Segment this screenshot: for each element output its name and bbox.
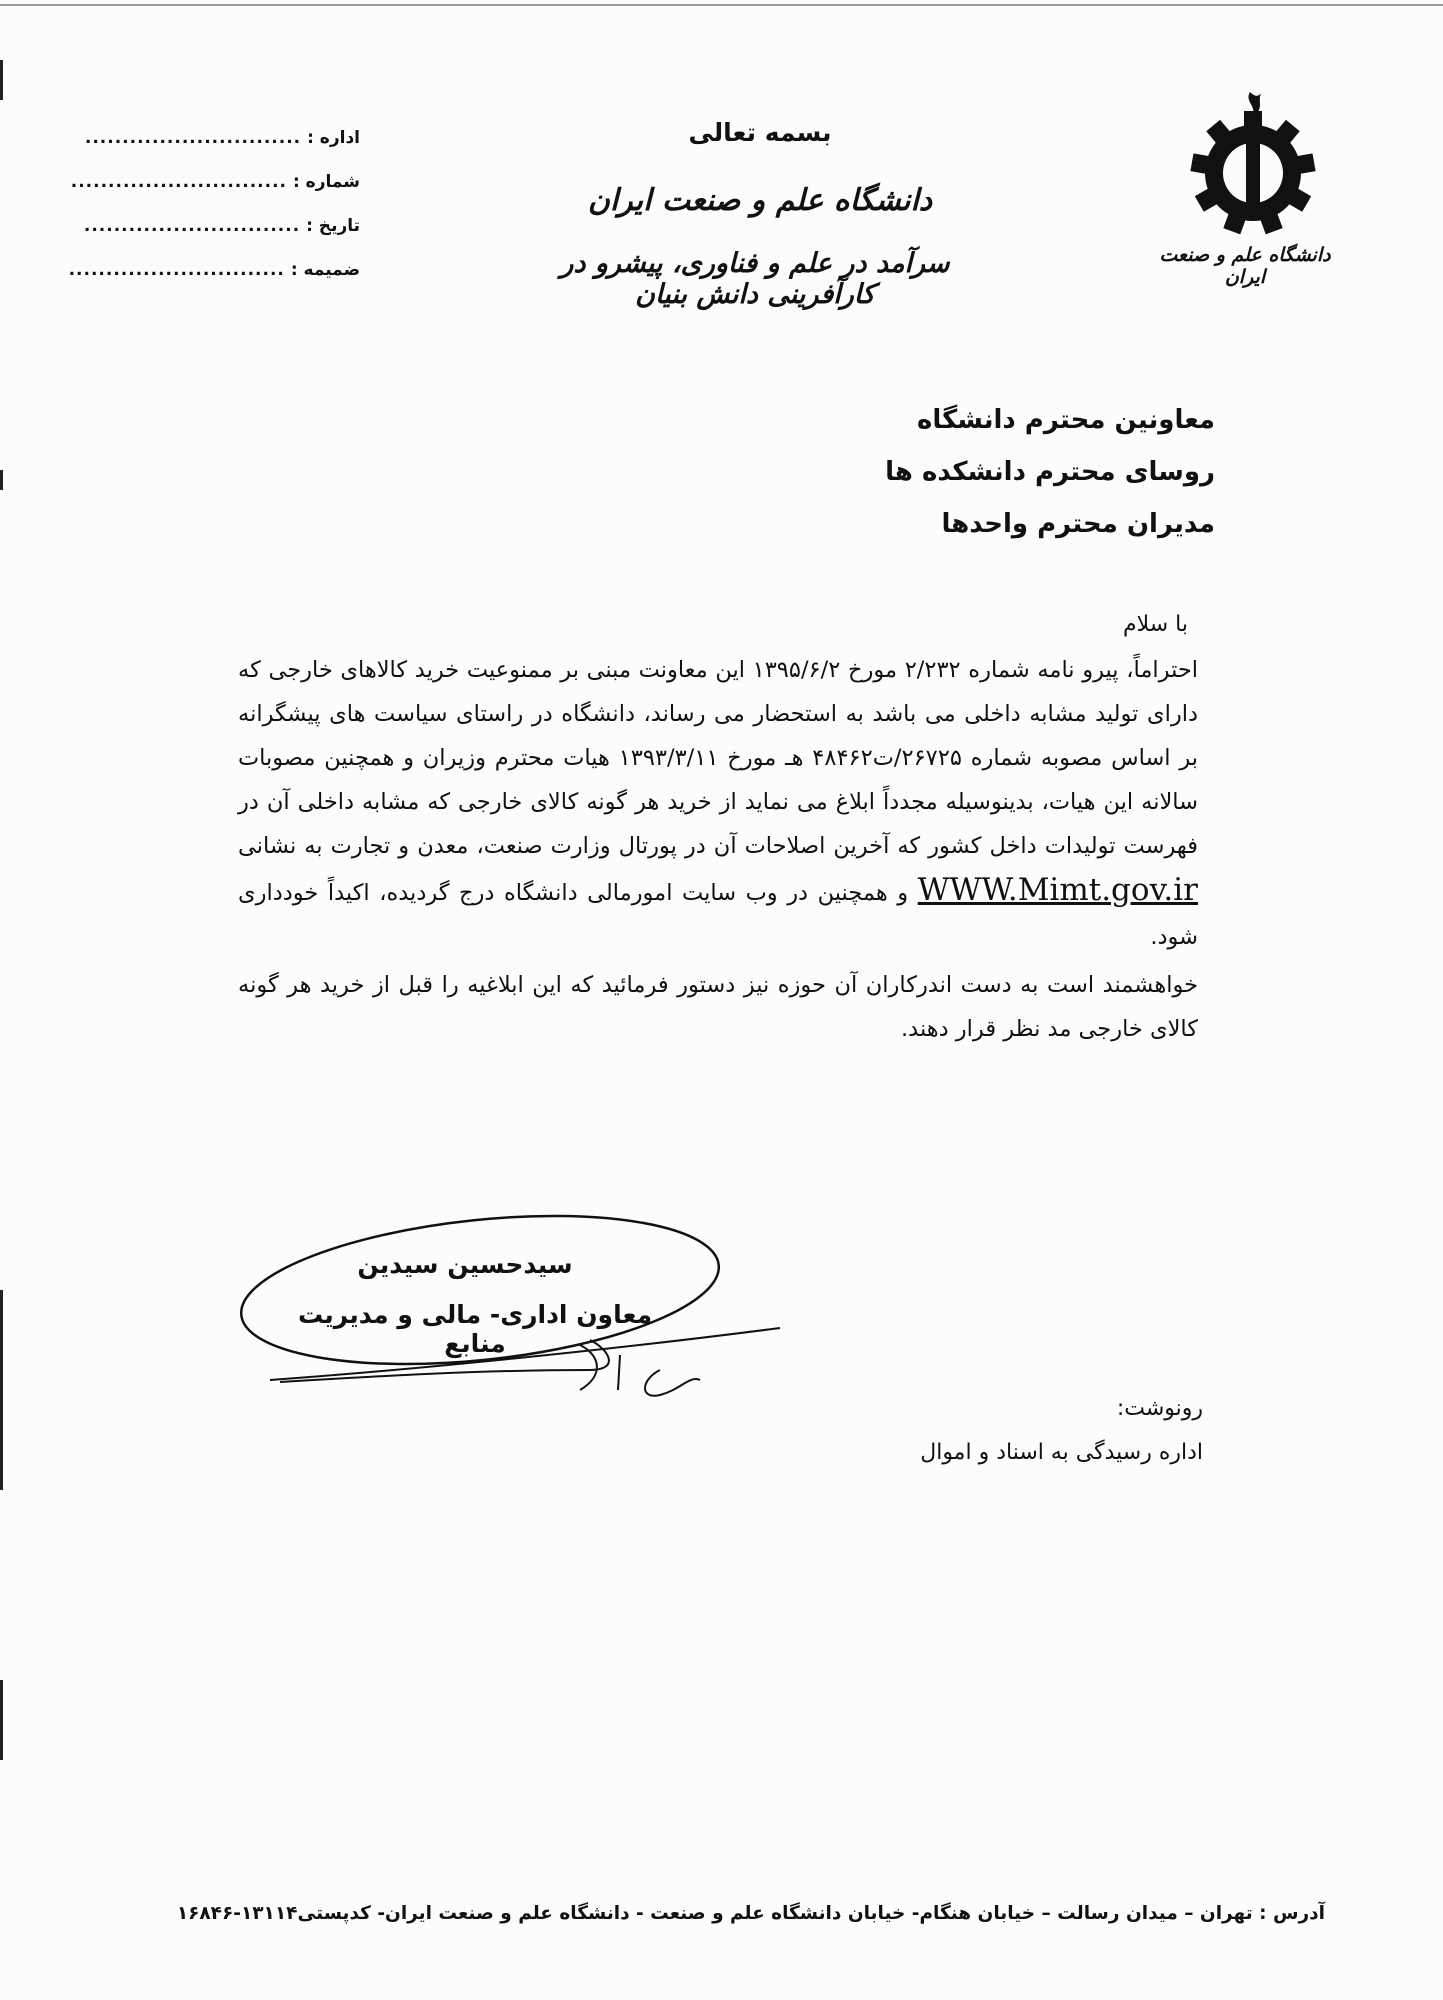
scan-edge-mark: [0, 470, 3, 490]
field-office: [60, 128, 360, 148]
field-dots: .............................: [68, 260, 285, 280]
handwritten-signature: [260, 1310, 790, 1420]
greeting: با سلام: [1122, 612, 1188, 637]
body-paragraph: خواهشمند است به دست اندرکاران آن حوزه نیز دستور فرمائید که این ابلاغیه را قبل از خرید هر گونه کالای خارجی مد نظر قرار دهند.: [238, 972, 1198, 1042]
iust-gear-torch-logo-icon: [1178, 88, 1328, 238]
field-label: اداره :: [307, 128, 360, 148]
signatory-title: معاون اداری- مالی و مدیریت منابع: [297, 1300, 653, 1358]
field-dots: .............................: [84, 128, 302, 148]
university-motto: سرآمد در علم و فناوری، پیشرو در کارآفرینی دانش بنیان: [560, 248, 950, 310]
field-label: شماره :: [292, 172, 360, 192]
scan-edge-mark: [0, 1290, 3, 1490]
basmala: بسمه تعالی: [688, 118, 832, 147]
body-text: و همچنین در وب سایت امورمالی دانشگاه درج گردیده، اکیداً خودداری شود.: [238, 880, 1198, 950]
field-date: [60, 216, 360, 236]
field-attachment: [60, 260, 360, 280]
signatory-name: سیدحسین سیدین: [357, 1250, 573, 1279]
field-dots: .............................: [70, 172, 288, 192]
body-text: احتراماً، پیرو نامه شماره ۲/۲۳۲ مورخ ۱۳۹۵/۶/۲ این معاونت مبنی بر ممنوعیت خرید کالاهای خارجی که دارای تولید مشابه داخلی می باشد به استحضار می رساند، دانشگاه در راستای سیاست های پیشگرانه بر اساس مصوبه شماره ۲۶۷۲۵/ت۴۸۴۶۲ هـ مورخ ۱۳۹۳/۳/۱۱ هیات محترم وزیران و همچنین مصوبات سالانه این هیات، بدینوسیله مجدداً ابلاغ می نماید از خرید هر گونه کالای خارجی که مشابه داخلی آن در فهرست تولیدات داخل کشور که آخرین اصلاحات آن در پورتال وزارت صنعت، معدن و تجارت به نشانی: [238, 657, 1199, 859]
university-name: دانشگاه علم و صنعت ایران: [587, 183, 933, 218]
scan-edge-mark: [0, 1680, 3, 1760]
field-label: تاریخ :: [306, 216, 360, 236]
recipient-line: مدیران محترم واحدها: [941, 509, 1215, 539]
scan-edge-mark: [0, 60, 3, 100]
field-label: ضمیمه :: [290, 260, 360, 280]
recipient-line: روسای محترم دانشکده ها: [885, 457, 1215, 487]
field-number: [60, 172, 360, 192]
cc-item: اداره رسیدگی به اسناد و اموال: [920, 1440, 1203, 1465]
letter-body: [238, 648, 1198, 1051]
scan-edge-mark: [0, 4, 1443, 6]
footer-address: آدرس : تهران – میدان رسالت – خیابان هنگام- خیابان دانشگاه علم و صنعت - دانشگاه علم و صنعت ایران- کدپستی۱۳۱۱۴-۱۶۸۴۶: [176, 1903, 1325, 1924]
body-paragraph: [238, 648, 1198, 959]
field-dots: .............................: [83, 216, 301, 236]
logo-caption: دانشگاه علم و صنعت ایران: [1159, 244, 1331, 288]
cc-label: رونوشت:: [1116, 1396, 1203, 1421]
ministry-website-link[interactable]: WWW.Mimt.gov.ir: [917, 872, 1198, 908]
recipient-line: معاونین محترم دانشگاه: [917, 405, 1215, 435]
